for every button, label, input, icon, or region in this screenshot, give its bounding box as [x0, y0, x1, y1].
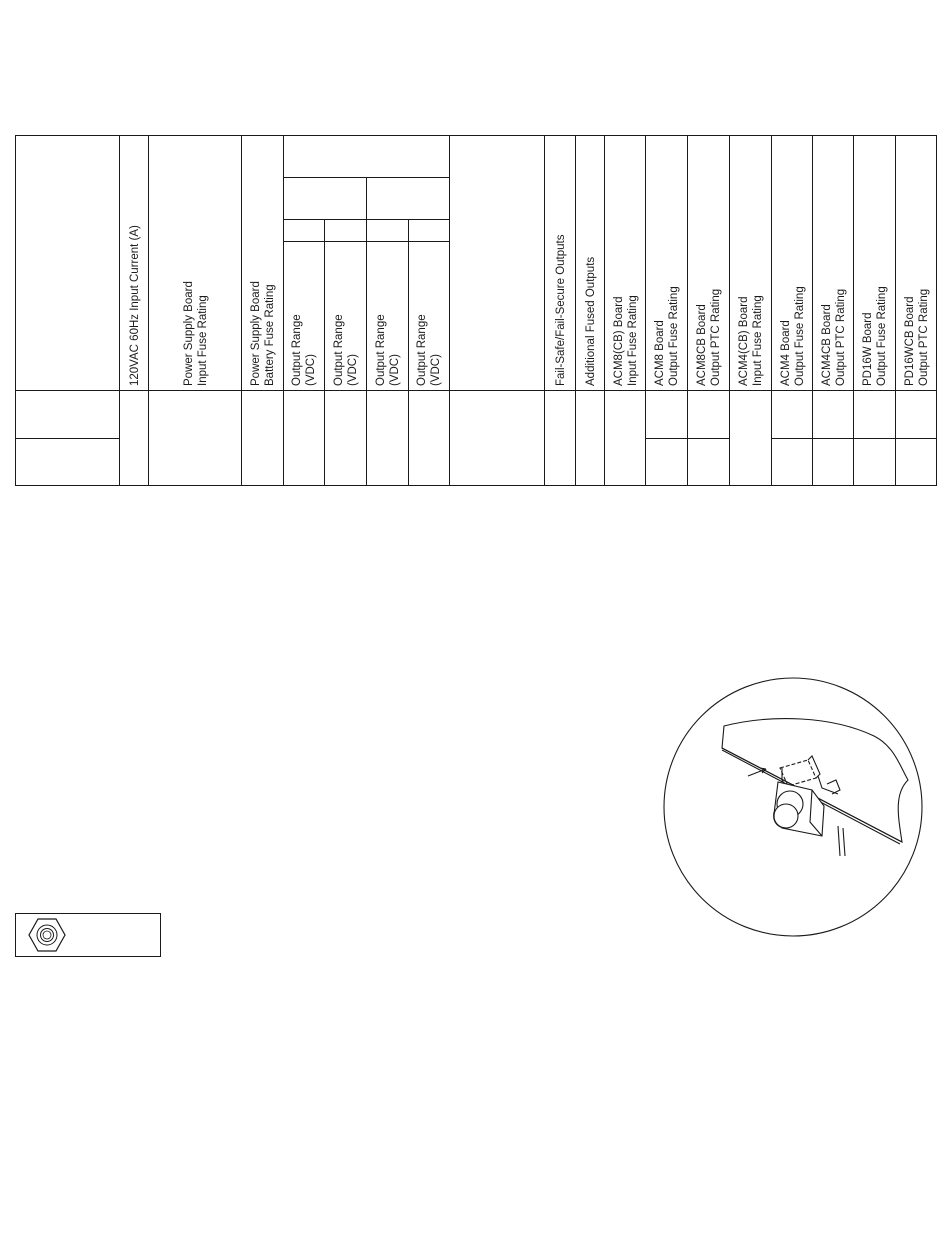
header-ps-input-fuse — [183, 278, 209, 386]
header-line: ACM4 Board — [780, 320, 792, 386]
header-line: Input Fuse Rating — [627, 295, 639, 386]
header-additional-fused — [585, 257, 597, 386]
header-line: Output PTC Rating — [710, 288, 722, 386]
fuse-mount-detail-illustration — [662, 676, 924, 938]
header-line: Output Range — [333, 314, 345, 386]
header-line: 120VAC 60Hz Input Current (A) — [129, 225, 141, 386]
header-line: Battery Fuse Rating — [264, 284, 276, 386]
header-line: (VDC) — [347, 354, 359, 386]
spec-table — [0, 0, 950, 500]
header-line: ACM8(CB) Board — [613, 296, 625, 386]
hex-nut-icon — [28, 917, 66, 953]
header-line: PD16W Board — [862, 312, 874, 386]
header-line: Output Fuse Rating — [794, 286, 806, 386]
header-line: Output Range — [291, 314, 303, 386]
header-pd16w-output — [862, 286, 888, 386]
header-line: Power Supply Board — [250, 281, 262, 386]
header-pd16wcb-output-ptc — [904, 289, 930, 386]
header-line: (VDC) — [389, 354, 401, 386]
header-acm8cb-input — [613, 293, 639, 386]
header-line: PD16WCB Board — [904, 296, 916, 386]
header-line: Output Fuse Rating — [876, 286, 888, 386]
header-output-range-3 — [375, 311, 401, 386]
header-line: (VDC) — [305, 354, 317, 386]
header-acm8-output — [654, 286, 680, 386]
header-output-range-1 — [291, 311, 317, 386]
header-line: Power Supply Board — [183, 281, 195, 386]
header-output-range-2 — [333, 311, 359, 386]
header-line: ACM4CB Board — [821, 304, 833, 386]
header-ps-battery-fuse — [250, 278, 276, 386]
header-line: Output Range — [375, 314, 387, 386]
lead-wire — [843, 828, 845, 856]
header-acm8cb-output-ptc — [696, 289, 722, 386]
header-line: Output Range — [416, 314, 428, 386]
header-line: Input Fuse Rating — [197, 295, 209, 386]
header-acm4cb-output-ptc — [821, 289, 847, 386]
header-line: (VDC) — [430, 354, 442, 386]
header-line: Output PTC Rating — [835, 288, 847, 386]
column-headers — [129, 225, 930, 386]
header-acm4cb-input — [738, 293, 764, 386]
header-line: Fail-Safe/Fail-Secure Outputs — [555, 234, 567, 386]
header-line: Output Fuse Rating — [668, 286, 680, 386]
header-line: Input Fuse Rating — [752, 295, 764, 386]
header-output-range-4 — [416, 311, 442, 386]
hex-nut-legend-box — [15, 913, 161, 957]
header-input-current — [129, 225, 141, 386]
header-acm4-output — [780, 286, 806, 386]
header-line: ACM4(CB) Board — [738, 296, 750, 386]
lead-wire — [838, 826, 840, 856]
header-line: ACM8 Board — [654, 320, 666, 386]
header-line: Output PTC Rating — [918, 288, 930, 386]
header-line: ACM8CB Board — [696, 304, 708, 386]
header-line: Additional Fused Outputs — [585, 256, 597, 386]
header-fail-safe — [555, 234, 567, 386]
